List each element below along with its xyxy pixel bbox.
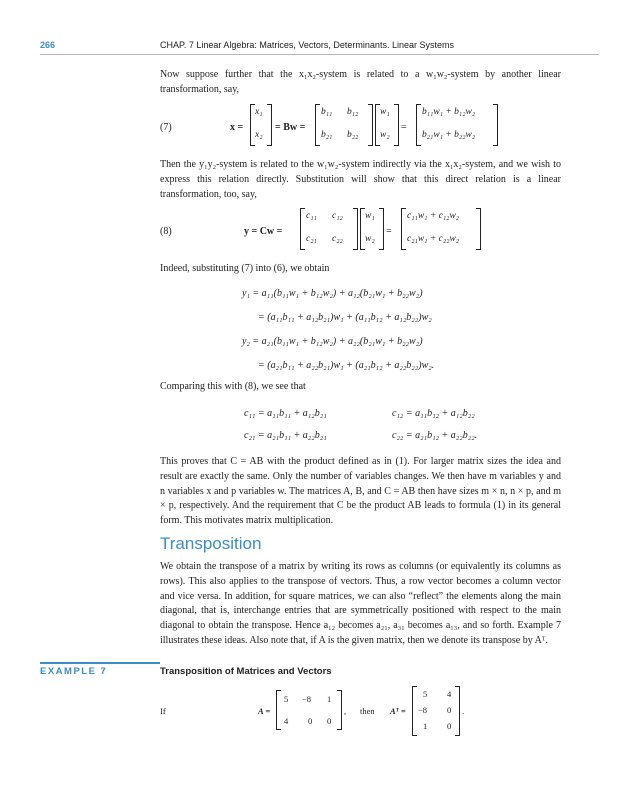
a-cell: 4 (284, 716, 289, 726)
eq8-result-cell: c₂₁w₁ + c₂₂w₂ (407, 234, 460, 244)
example-bar (40, 662, 160, 664)
eq7-w-vector (375, 104, 399, 146)
derivation-line: = (a₂₁b₁₁ + a₂₂b₂₁)w₁ + (a₂₁b₁₂ + a₂₂b₂₂)w₂. (258, 360, 435, 371)
eq8-equals: = (386, 226, 392, 237)
eq7-w-cell: w₂ (380, 130, 390, 140)
eq8-w-vector (360, 208, 384, 250)
at-cell: −8 (418, 705, 428, 715)
example-then: then (360, 706, 375, 716)
example-comma: , (344, 706, 347, 716)
paragraph-substituting: Indeed, substituting (7) into (6), we obtain (160, 263, 330, 274)
coeff-equation: c₂₁ = a₂₁b₁₁ + a₂₂b₂₁ (244, 430, 327, 441)
eq7-w-cell: w₁ (380, 107, 390, 117)
example-at-lhs: Aᵀ = (390, 706, 406, 716)
example-a-matrix (276, 690, 342, 730)
eq8-c-cell: c₁₁ (306, 211, 317, 221)
eq7-equals: = (401, 122, 407, 133)
eq7-b-cell: b₂₂ (347, 130, 359, 140)
a-cell: −8 (302, 694, 312, 704)
eq7-b-cell: b₁₁ (321, 107, 333, 117)
eq7-x-cell: x₂ (255, 130, 263, 140)
paragraph-transposition: We obtain the transpose of a matrix by writing its rows as columns (or equivalently its columns as rows). This also applies to the transpose of vectors. Thus, a row vector becomes a column vector and vice versa. In addition, for square matrices, we can also “reflect” the elements along the main diagonal, that is, interchange entries that are symmetrically positioned with respect to the main diagonal to obtain the transpose. Hence a₁₂ becomes a₂₁, a₃₁ becomes a₁₃, and so forth. Example 7 illustrates these ideas. Also note that, if A is the given matrix, then we denote its transpose by Aᵀ. (160, 561, 561, 646)
a-cell: 0 (327, 716, 332, 726)
derivation-line: = (a₁₁b₁₁ + a₁₂b₂₁)w₁ + (a₁₁b₁₂ + a₁₂b₂₂)w₂ (258, 312, 432, 323)
header-rule (40, 54, 599, 55)
coeff-equation: c₁₂ = a₁₁b₁₂ + a₁₂b₂₂ (392, 408, 475, 419)
eq8-number: (8) (160, 226, 172, 237)
eq7-result-cell: b₁₁w₁ + b₁₂w₂ (422, 107, 476, 117)
eq8-result-vector (401, 208, 481, 250)
at-cell: 0 (447, 705, 452, 715)
at-cell: 5 (423, 689, 428, 699)
eq8-c-cell: c₁₂ (332, 211, 343, 221)
coeff-equation: c₂₂ = a₂₁b₁₂ + a₂₂b₂₂. (392, 430, 478, 441)
eq7-result-cell: b₂₁w₁ + b₂₂w₂ (422, 130, 476, 140)
eq7-x-cell: x₁ (255, 107, 263, 117)
paragraph-relation: Then the y₁y₂-system is related to the w₁w₂-system indirectly via the x₁x₂-system, and we wish to express this relation directly. Substitution will show that this direct relation is a linear transformation, too, say, (160, 159, 561, 200)
eq7-b-cell: b₂₁ (321, 130, 333, 140)
eq8-c-cell: c₂₁ (306, 234, 317, 244)
eq7-b-matrix (315, 104, 373, 146)
eq7-result-vector (416, 104, 498, 146)
eq8-c-cell: c₂₂ (332, 234, 343, 244)
coeff-equation: c₁₁ = a₁₁b₁₁ + a₁₂b₂₁ (244, 408, 327, 419)
section-title: Transposition (160, 534, 262, 553)
paragraph-comparing: Comparing this with (8), we see that (160, 381, 306, 392)
eq8-lhs: y = Cw = (244, 226, 283, 237)
paragraph-proof: This proves that C = AB with the product defined as in (1). For larger matrix sizes the idea and result are exactly the same. Only the number of variables changes. We then have m variables y and n variables x and p variables w. The matrices A, B, and C = AB then have sizes m × n, n × p, and m × p, respectively. And the requirement that C be the product AB leads to formula (1) in its general form. This motivates matrix multiplication. (160, 456, 561, 527)
a-cell: 0 (308, 716, 313, 726)
eq7-x-vector (250, 104, 272, 146)
derivation-line: y₁ = a₁₁(b₁₁w₁ + b₁₂w₂) + a₁₂(b₂₁w₁ + b₂₂w₂) (242, 288, 423, 299)
derivation-line: y₂ = a₂₁(b₁₁w₁ + b₁₂w₂) + a₂₂(b₂₁w₁ + b₂₂w₂) (242, 336, 423, 347)
a-cell: 5 (284, 694, 289, 704)
example-period: . (462, 706, 465, 716)
paragraph-intro: Now suppose further that the x₁x₂-system is related to a w₁w₂-system by another linear transformation, say, (160, 69, 561, 95)
example-a-lhs: A = (258, 706, 271, 716)
eq8-c-matrix (300, 208, 358, 250)
at-cell: 1 (423, 721, 428, 731)
eq8-w-cell: w₁ (365, 211, 375, 221)
at-cell: 4 (447, 689, 452, 699)
example-if: If (160, 706, 166, 716)
at-cell: 0 (447, 721, 452, 731)
eq7-lhs: x = (230, 122, 244, 133)
running-head: CHAP. 7 Linear Algebra: Matrices, Vectors, Determinants. Linear Systems (160, 40, 454, 50)
example-title: Transposition of Matrices and Vectors (160, 666, 332, 677)
a-cell: 1 (327, 694, 332, 704)
example-at-matrix (412, 686, 460, 736)
example-label: EXAMPLE 7 (40, 666, 108, 677)
eq8-w-cell: w₂ (365, 234, 375, 244)
page-number: 266 (40, 40, 56, 50)
eq7-bw: = Bw = (275, 122, 306, 133)
eq7-number: (7) (160, 122, 172, 133)
eq7-b-cell: b₁₂ (347, 107, 359, 117)
eq8-result-cell: c₁₁w₁ + c₁₂w₂ (407, 211, 460, 221)
